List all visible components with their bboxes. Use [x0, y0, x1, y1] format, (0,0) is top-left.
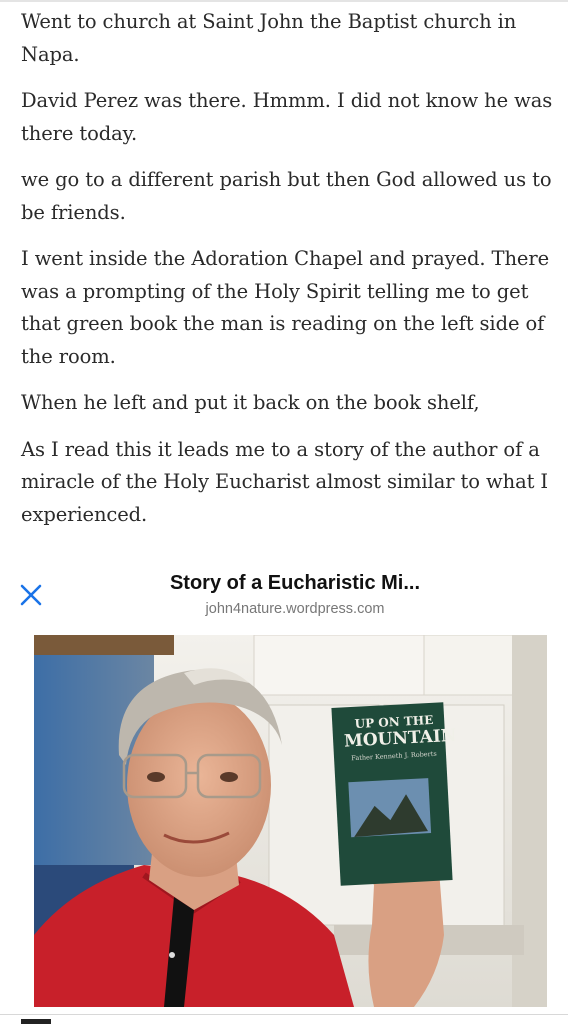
- top-divider: [0, 0, 568, 2]
- book-title-line1: UP ON THE: [354, 712, 434, 732]
- close-icon[interactable]: [18, 582, 44, 608]
- paragraph: Went to church at Saint John the Baptist church in Napa.: [21, 10, 517, 66]
- photo-illustration: [34, 635, 547, 1007]
- article-photo[interactable]: [34, 635, 547, 1007]
- link-preview-domain[interactable]: john4nature.wordpress.com: [205, 601, 385, 617]
- paragraph: I went inside the Adoration Chapel and prayed. There was a prompting of the Holy Spirit telling me to get that green book the man is reading on the left side of the room.: [21, 247, 550, 368]
- book-author: Father Kenneth J. Roberts: [351, 749, 437, 763]
- link-preview-title[interactable]: Story of a Eucharistic Mi...: [169, 572, 421, 594]
- paragraph: As I read this it leads me to a story of the author of a miracle of the Holy Eucharist almost similar to what I experienced.: [21, 437, 549, 526]
- book-title-line2: MOUNTAIN: [343, 725, 457, 752]
- link-preview-header[interactable]: [0, 565, 568, 627]
- paragraph: David Perez was there. Hmmm. I did not know he was there today.: [21, 89, 553, 145]
- article-body: [21, 6, 556, 545]
- paragraph: When he left and put it back on the book shelf,: [21, 391, 480, 414]
- paragraph: we go to a different parish but then God allowed us to be friends.: [21, 168, 552, 224]
- bottom-divider: [0, 1014, 568, 1015]
- bottom-toolbar-edge: [21, 1019, 51, 1024]
- close-button[interactable]: [18, 582, 44, 608]
